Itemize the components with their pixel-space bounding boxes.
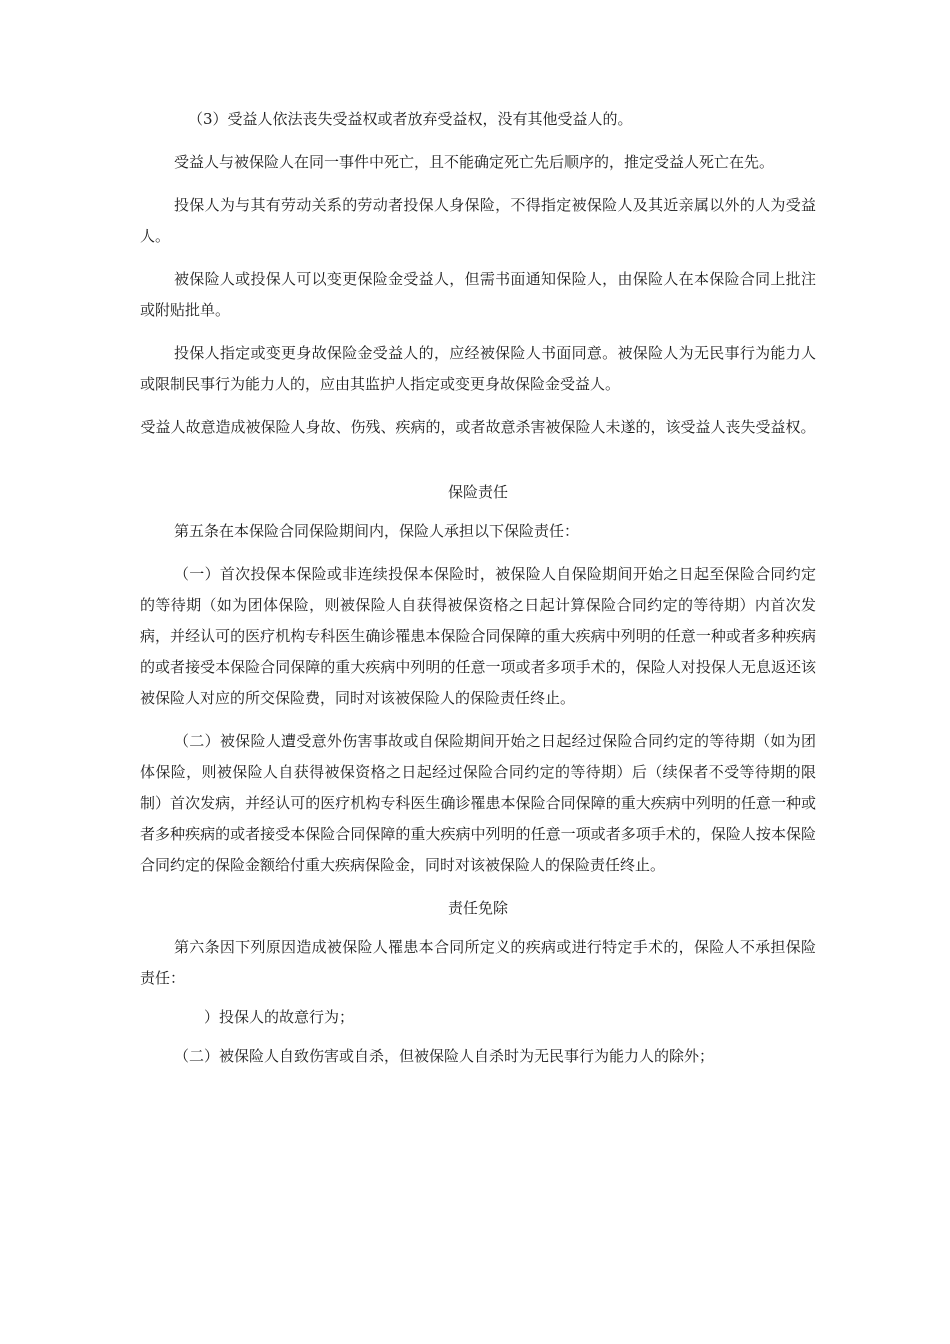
paragraph-simultaneous-death: 受益人与被保险人在同一事件中死亡，且不能确定死亡先后顺序的，推定受益人死亡在先。 xyxy=(174,153,775,171)
paragraph-beneficiary-loss-3: （3）受益人依法丧失受益权或者放弃受益权，没有其他受益人的。 xyxy=(188,110,633,128)
article-5: 第五条在本保险合同保险期间内，保险人承担以下保险责任： xyxy=(174,522,580,540)
paragraph-change-beneficiary: 被保险人或投保人可以变更保险金受益人，但需书面通知保险人，由保险人在本保险合同上批注或附贴批单。 xyxy=(140,270,816,319)
exclusion-item-2: （二）被保险人自致伤害或自杀，但被保险人自杀时为无民事行为能力人的除外； xyxy=(174,1047,715,1065)
paragraph-designate-beneficiary: 投保人指定或变更身故保险金受益人的，应经被保险人书面同意。被保险人为无民事行为能力人或限制民事行为能力人的，应由其监护人指定或变更身故保险金受益人。 xyxy=(140,344,816,393)
exclusion-item-1: ）投保人的故意行为； xyxy=(204,1008,355,1026)
paragraph-employer-beneficiary: 投保人为与其有劳动关系的劳动者投保人身保险，不得指定被保险人及其近亲属以外的人为受益人。 xyxy=(140,196,816,245)
coverage-item-2: （二）被保险人遭受意外伤害事故或自保险期间开始之日起经过保险合同约定的等待期（如为团体保险，则被保险人自获得被保资格之日起经过保险合同约定的等待期）后（续保者不受等待期的限制）首次发病，并经认可的医疗机构专科医生确诊罹患本保险合同保障的重大疾病中列明的任意一种或者多种疾病的或者接受本保险合同保障的重大疾病中列明的任意一项或者多项手术的，保险人按本保险合同约定的保险金额给付重大疾病保险金，同时对该被保险人的保险责任终止。 xyxy=(140,732,816,874)
document-page xyxy=(140,104,816,1072)
coverage-item-1: （一）首次投保本保险或非连续投保本保险时，被保险人自保险期间开始之日起至保险合同约定的等待期（如为团体保险，则被保险人自获得被保资格之日起计算保险合同约定的等待期）内首次发病，并经认可的医疗机构专科医生确诊罹患本保险合同保障的重大疾病中列明的任意一种或者多种疾病的或者接受本保险合同保障的重大疾病中列明的任意一项或者多项手术的，保险人对投保人无息返还该被保险人对应的所交保险费，同时对该被保险人的保险责任终止。 xyxy=(140,565,816,707)
article-6: 第六条因下列原因造成被保险人罹患本合同所定义的疾病或进行特定手术的，保险人不承担保险责任： xyxy=(140,938,816,987)
section-heading-exclusions: 责任免除 xyxy=(447,899,508,917)
paragraph-beneficiary-forfeit: 受益人故意造成被保险人身故、伤残、疾病的，或者故意杀害被保险人未遂的，该受益人丧失受益权。 xyxy=(140,418,816,436)
section-heading-coverage: 保险责任 xyxy=(447,483,508,501)
